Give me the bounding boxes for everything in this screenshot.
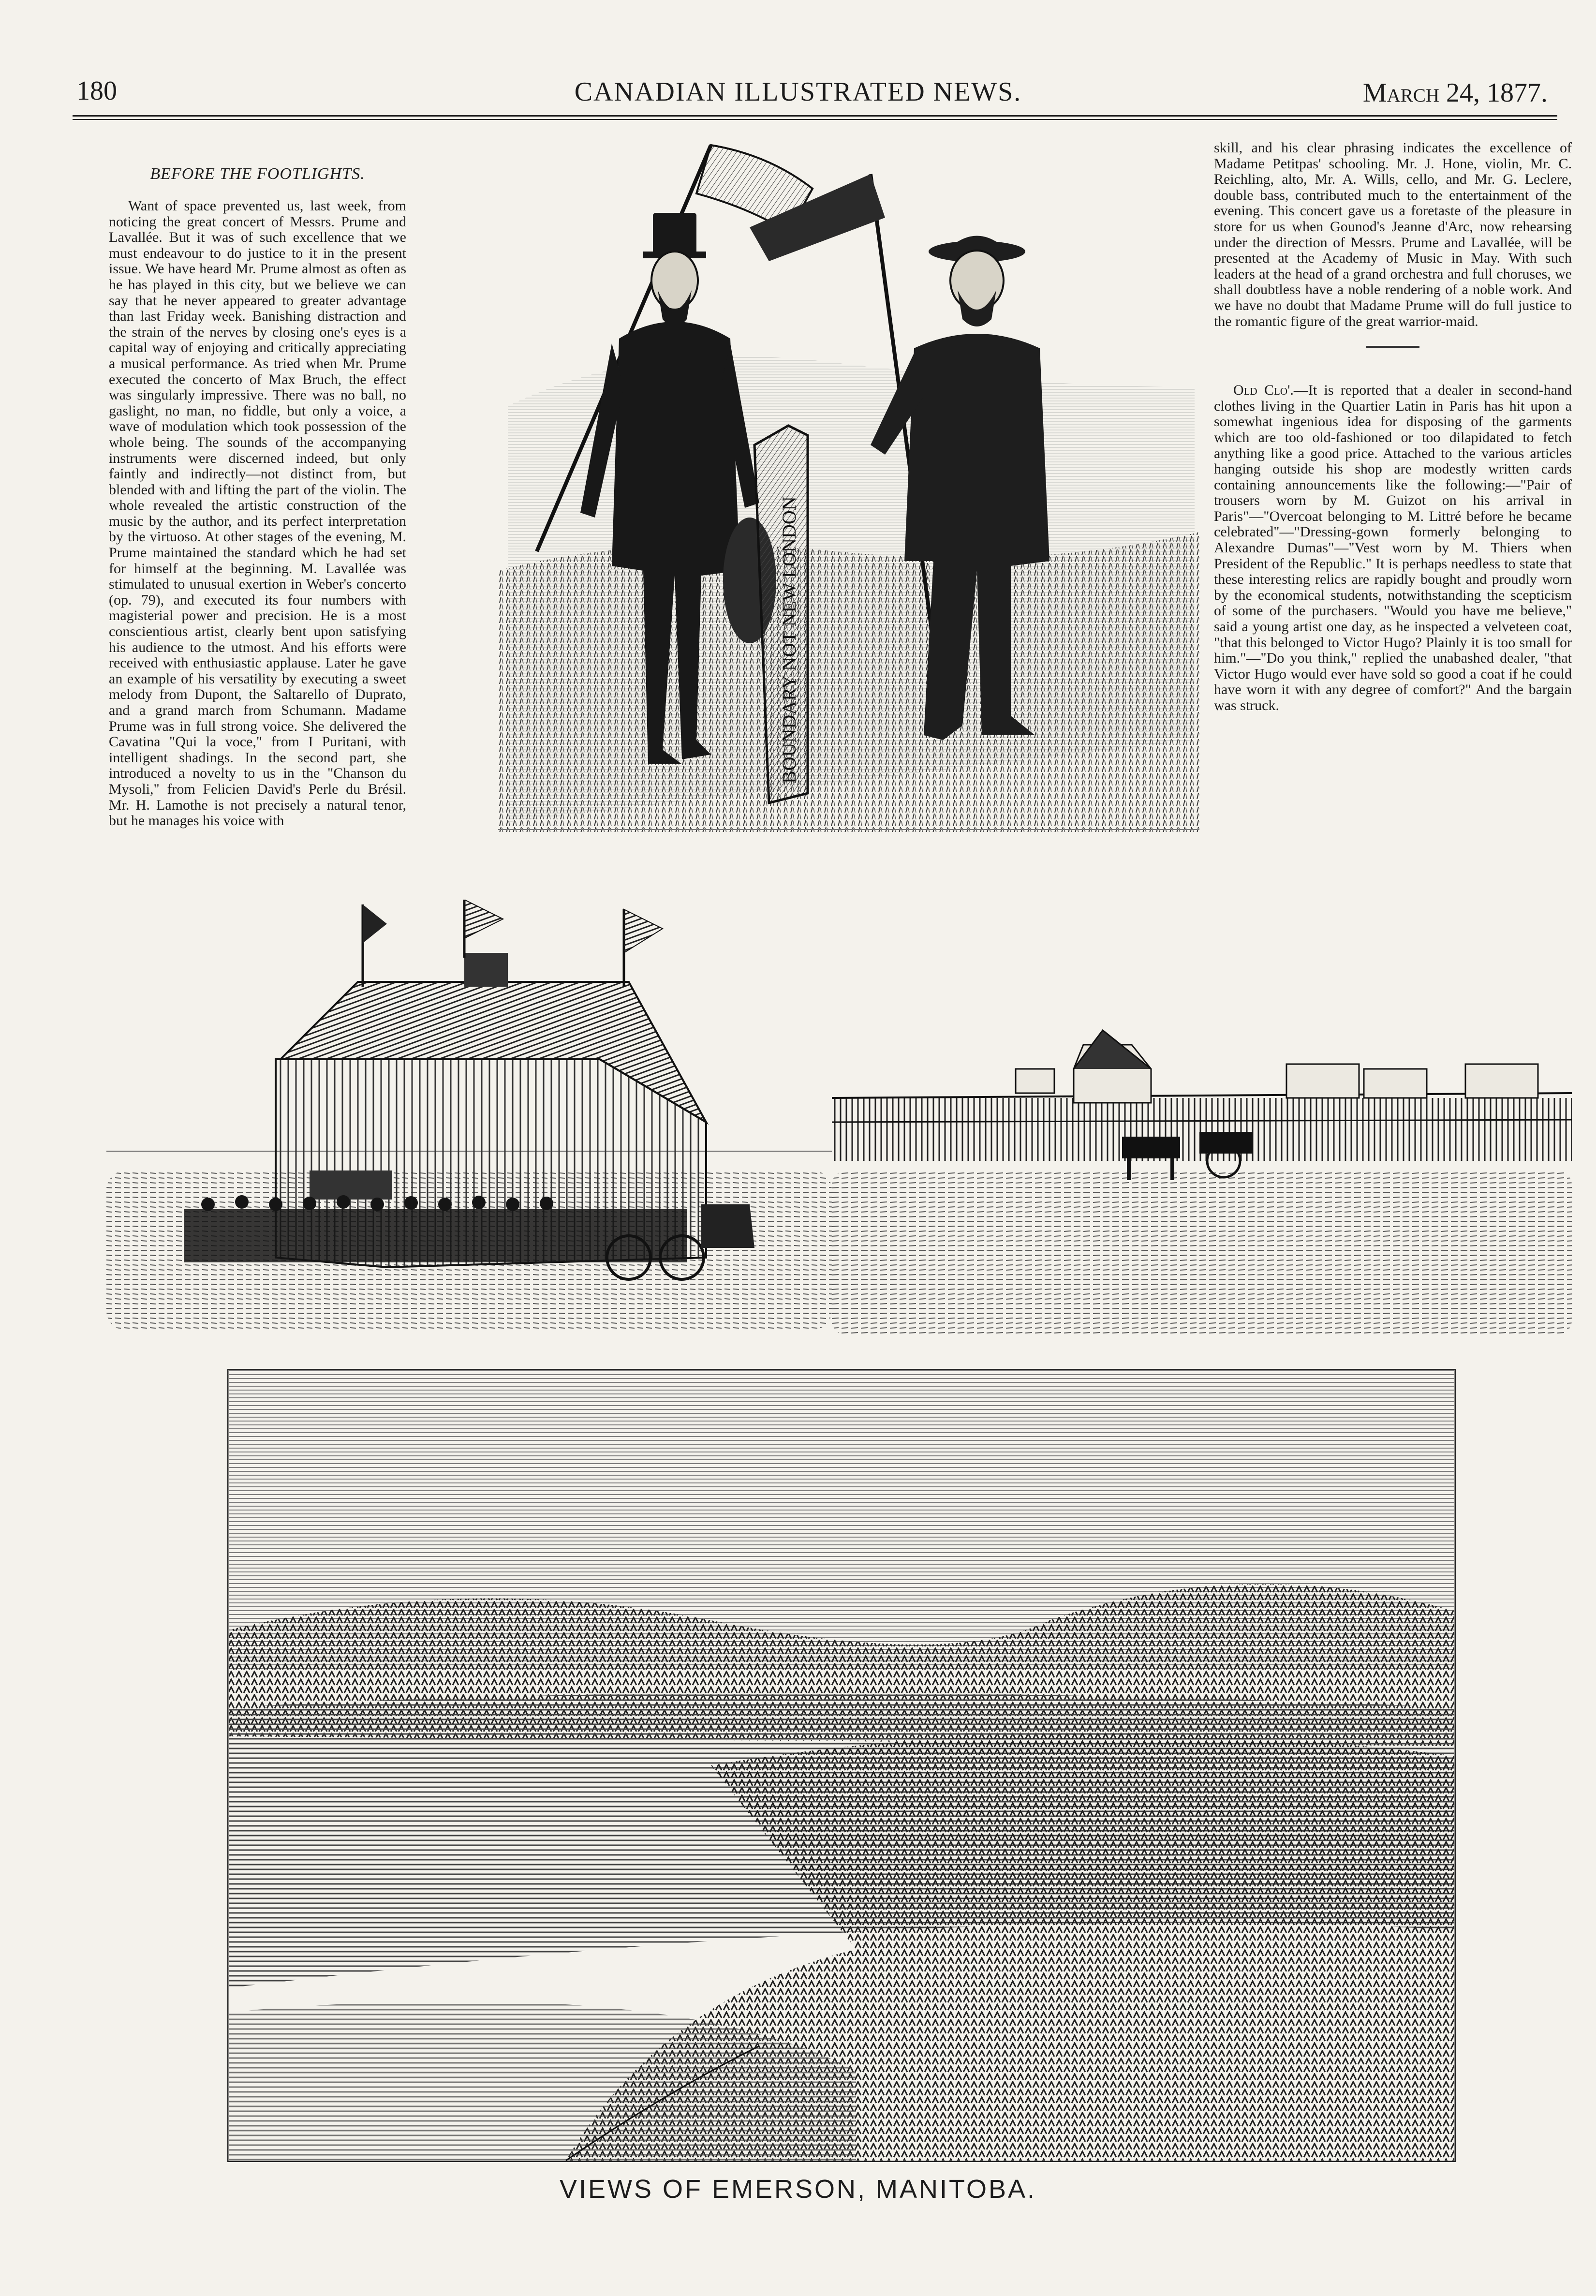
article-right-column <box>1214 140 1572 714</box>
article-body: Want of space prevented us, last week, from noticing the great concert of Messrs. Prume and Lavallée. But it was of such excellence that we must endeavour to do justice to it in the present issue. We have heard Mr. Prume almost as often as he has played in this city, but we believe we can say that he never appeared to greater advantage than last Friday week. Banishing distraction and the strain of the nerves by closing one's eyes is a capital way of enjoying and critically appreciating a musical performance. As tried when Mr. Prume executed the concerto of Max Bruch, the effect was singularly impressive. There was no ball, no gaslight, no man, no fiddle, but only a voice, a wave of modulation which took possession of the whole being. The sounds of the accompanying instruments were discerned indeed, but only faintly and indirectly—not distinct from, but blended with and lifting the part of the violin. The whole revealed the artistic construction of the music by the author, and its perfect interpretation by the virtuoso. At other stages of the evening, M. Prume maintained the standard which he had set for himself at the beginning. M. Lavallée was stimulated to unusual exertion in Weber's concerto (op. 79), and executed its four numbers with magisterial power and precision. He is a most conscientious artist, clearly bent upon satisfying his audience to the utmost. And his efforts were received with enthusiastic applause. Later he gave an example of his versatility by executing a sweet melody from Dupont, the Saltarello of Duprato, and a grand march from Schumann. Madame Prume was in full strong voice. She delivered the Cavatina "Qui la voce," from I Puritani, with intelligent shadings. In the second part, she introduced a novelty to us in the "Chanson du Mysoli," from Felicien David's Perle du Brésil. Mr. H. Lamothe is not precisely a natural tenor, but he manages his voice with <box>109 198 406 829</box>
boundary-illustration <box>498 135 1199 832</box>
boundary-post-text: BOUNDARY NOT NEW LONDON <box>778 496 800 784</box>
river-illustration <box>227 1369 1456 2162</box>
header-rule <box>73 115 1557 117</box>
illustration-caption: VIEWS OF EMERSON, MANITOBA. <box>559 2175 1037 2204</box>
article-footlights <box>109 164 406 829</box>
page-number: 180 <box>76 76 117 106</box>
issue-date: March 24, 1877. <box>1362 78 1548 108</box>
article-lead: Old Clo'. <box>1233 382 1294 399</box>
hall-illustration <box>106 900 832 1330</box>
article-continuation: skill, and his clear phrasing indicates the excellence of Madame Petitpas' schooling. Mr. J. Hone, violin, Mr. C. Reichling, alto, Mr. A. Wills, cello, and Mr. G. Leclere, double bass, contributed much to the entertainment of the evening. This concert gave us a foretaste of the pleasure in store for us when Gounod's Jeanne d'Arc, now rehearsing under the direction of Messrs. Prume and Lavallée, will be presented at the Academy of Music in May. With such leaders at the head of a grand orchestra and full choruses, we shall doubtless have a noble rendering of a noble work. And we have no doubt that Madame Prume will do full justice to the romantic figure of the great warrior-maid. <box>1214 140 1572 329</box>
article-heading: BEFORE THE FOOTLIGHTS. <box>150 165 365 183</box>
header-rule-thin <box>73 119 1557 120</box>
article-old-clo <box>1214 383 1572 713</box>
column-divider <box>1366 346 1419 348</box>
village-illustration <box>832 1025 1572 1335</box>
journal-title: CANADIAN ILLUSTRATED NEWS. <box>574 77 1022 107</box>
article-old-clo-body: —It is reported that a dealer in second-hand clothes living in the Quartier Latin in Paris has hit upon a somewhat ingenious idea for disposing of the garments which are too old-fashioned or too dilapidated to fetch anything like a good price. Attached to the various articles hanging outside his shop are modestly written cards containing announcements like the following:—"Pair of trousers worn by M. Guizot on his arrival in Paris"—"Overcoat belonging to M. Littré before he became celebrated"—"Dressing-gown formerly belonging to Alexandre Dumas"—"Vest worn by M. Thiers when President of the Republic." It is perhaps needless to state that these interesting relics are rapidly bought and proudly worn by the economical students, notwithstanding the scepticism of some of the purchasers. "Would you have me believe," said a young artist one day, as he inspected a velveteen coat, "that this belonged to Victor Hugo? Plainly it is too small for him."—"Do you think," replied the unabashed dealer, "that Victor Hugo would ever have sold so good a coat if he could have worn it with any degree of comfort?" And the bargain was struck. <box>1214 382 1572 713</box>
